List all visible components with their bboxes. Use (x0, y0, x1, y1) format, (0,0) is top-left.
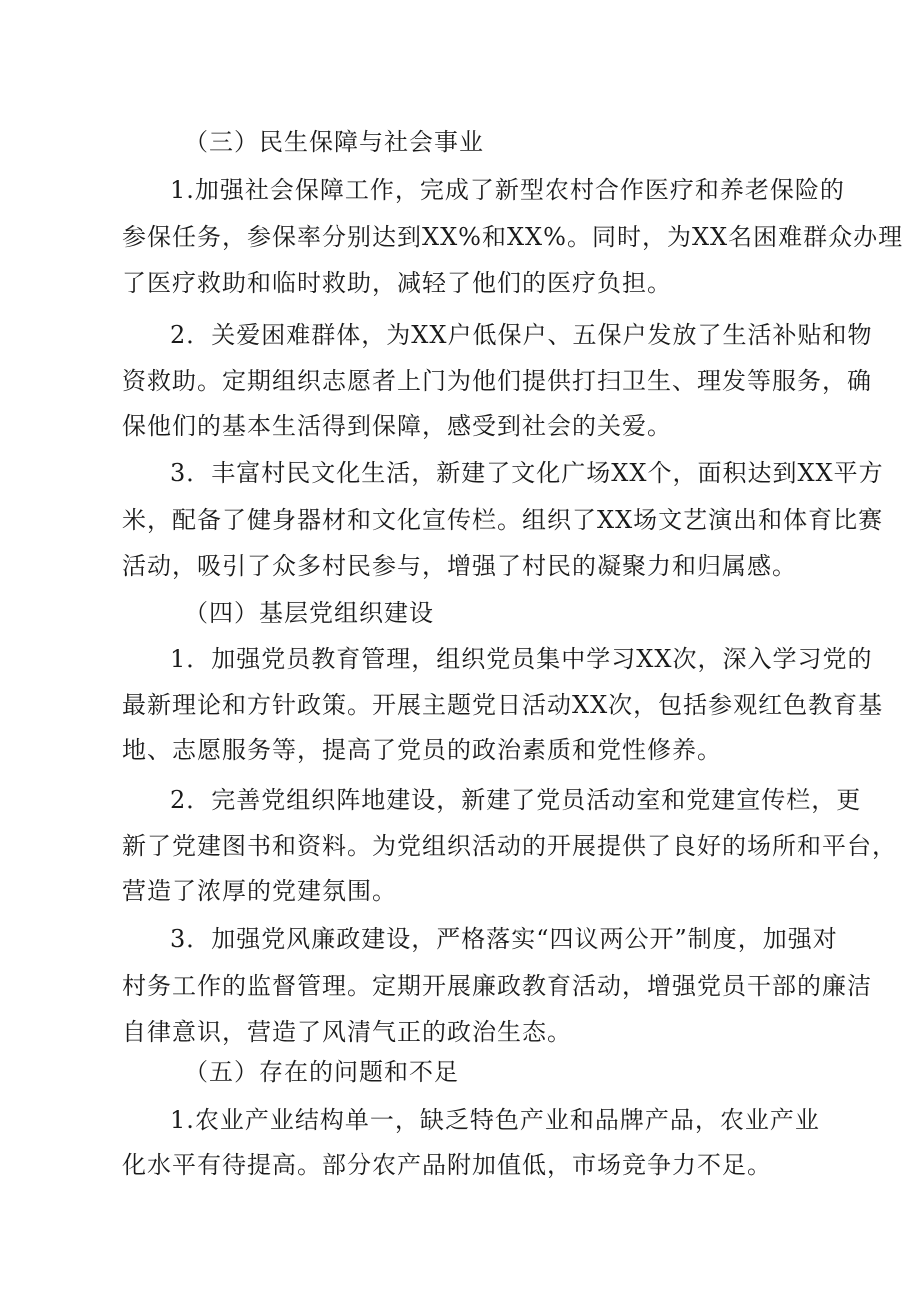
paragraph-5-1-line-1: 1.农业产业结构单一，缺乏特色产业和品牌产品，农业产业 (170, 1106, 820, 1134)
section-heading-4: （四）基层党组织建设 (184, 599, 434, 627)
paragraph-4-2-line-2: 新了党建图书和资料。为党组织活动的开展提供了良好的场所和平台， (122, 832, 897, 860)
paragraph-5-1-line-2: 化水平有待提高。部分农产品附加值低，市场竞争力不足。 (122, 1151, 772, 1179)
section-heading-3: （三）民生保障与社会事业 (184, 128, 484, 156)
paragraph-4-1-line-1: 1．加强党员教育管理，组织党员集中学习XX次，深入学习党的 (170, 645, 873, 673)
paragraph-3-2-line-2: 资救助。定期组织志愿者上门为他们提供打扫卫生、理发等服务，确 (122, 367, 872, 395)
paragraph-4-1-line-2: 最新理论和方针政策。开展主题党日活动XX次，包括参观红色教育基 (122, 691, 884, 719)
paragraph-3-1-line-2: 参保任务，参保率分别达到XX%和XX%。同时，为XX名困难群众办理 (122, 223, 904, 251)
paragraph-4-3-line-3: 自律意识，营造了风清气正的政治生态。 (122, 1018, 572, 1046)
paragraph-3-3-line-2: 米，配备了健身器材和文化宣传栏。组织了XX场文艺演出和体育比赛 (122, 506, 884, 534)
paragraph-4-3-line-1: 3．加强党风廉政建设，严格落实“四议两公开”制度，加强对 (170, 925, 838, 953)
paragraph-3-2-line-3: 保他们的基本生活得到保障，感受到社会的关爱。 (122, 412, 672, 440)
paragraph-4-2-line-1: 2．完善党组织阵地建设，新建了党员活动室和党建宣传栏，更 (170, 786, 862, 814)
paragraph-4-3-line-2: 村务工作的监督管理。定期开展廉政教育活动，增强党员干部的廉洁 (122, 972, 872, 1000)
paragraph-3-3-line-1: 3．丰富村民文化生活，新建了文化广场XX个，面积达到XX平方 (170, 459, 884, 487)
paragraph-4-1-line-3: 地、志愿服务等，提高了党员的政治素质和党性修养。 (122, 736, 722, 764)
section-heading-5: （五）存在的问题和不足 (184, 1058, 459, 1086)
paragraph-3-1-line-1: 1.加强社会保障工作，完成了新型农村合作医疗和养老保险的 (170, 176, 845, 204)
paragraph-3-3-line-3: 活动，吸引了众多村民参与，增强了村民的凝聚力和归属感。 (122, 552, 797, 580)
paragraph-4-2-line-3: 营造了浓厚的党建氛围。 (122, 877, 397, 905)
paragraph-3-1-line-3: 了医疗救助和临时救助，减轻了他们的医疗负担。 (122, 269, 672, 297)
paragraph-3-2-line-1: 2．关爱困难群体，为XX户低保户、五保户发放了生活补贴和物 (170, 321, 873, 349)
